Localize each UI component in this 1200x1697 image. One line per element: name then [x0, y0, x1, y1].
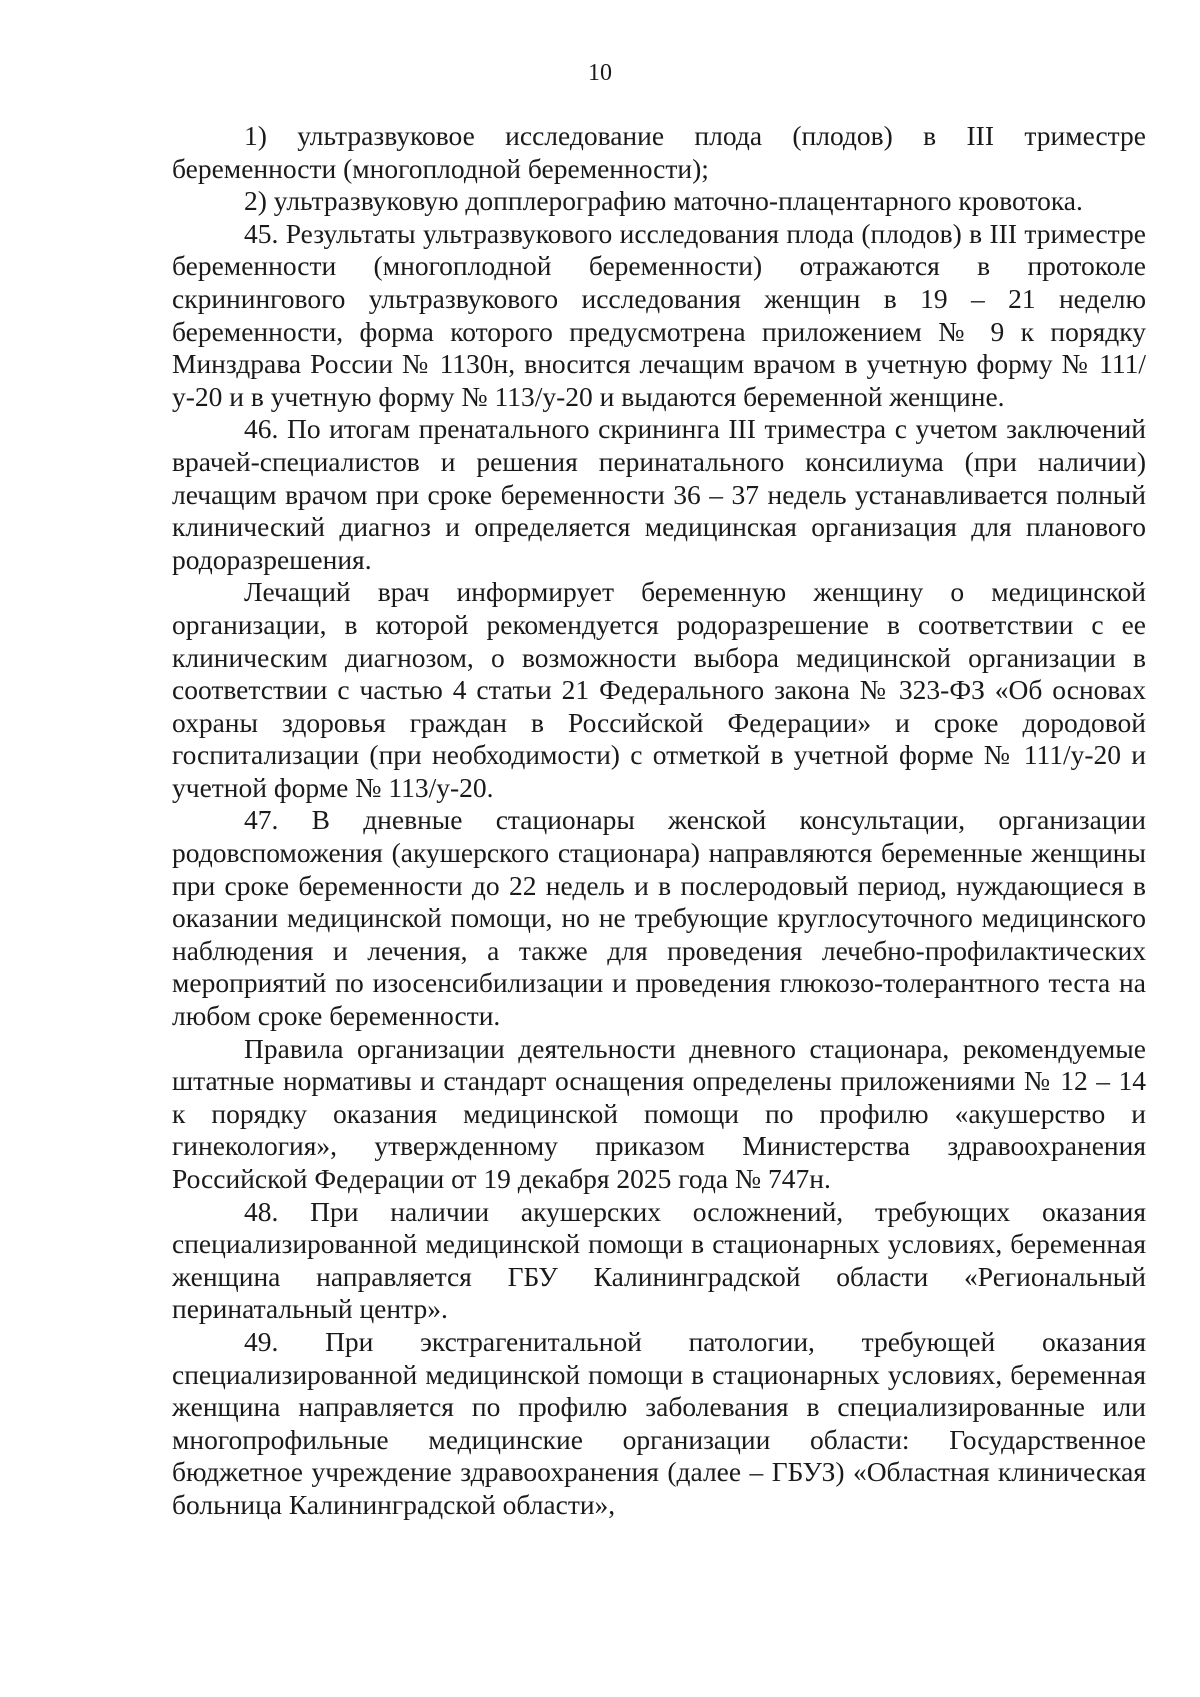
paragraph-48: 48. При наличии акушерских осложнений, требующих оказания специализированной медицинской помощи в стационарных условиях, беременная женщина направляется ГБУ Калининградской области «Региональный перинатальный центр». [172, 1195, 1146, 1325]
paragraph-47: 47. В дневные стационары женской консультации, организации родовспоможения (акушерского стационара) направляются беременные женщины при сроке беременности до 22 недель и в послеродовый период, нуждающиеся в оказании медицинской помощи, но не требующие круглосуточного медицинского наблюдения и лечения, а также для проведения лечебно-профилактических мероприятий по изосенсибилизации и проведения глюкозо-толерантного теста на любом сроке беременности. [172, 804, 1146, 1032]
document-body [172, 120, 1146, 1522]
page-number: 10 [588, 60, 612, 86]
paragraph-item-2: 2) ультразвуковую допплерографию маточно-плацентарного кровотока. [244, 185, 1083, 217]
paragraph-item-1: 1) ультразвуковое исследование плода (плодов) в III триместре беременности (многоплодной беременности); [172, 120, 1146, 184]
paragraph-46-continued: Лечащий врач информирует беременную женщину о медицинской организации, в которой рекомендуется родоразрешение в соответствии с ее клиническим диагнозом, о возможности выбора медицинской организации в соответствии с частью 4 статьи 21 Федерального закона № 323-ФЗ «Об основах охраны здоровья граждан в Российской Федерации» и сроке дородовой госпитализации (при необходимости) с отметкой в учетной форме № 111/у-20 и учетной форме № 113/у-20. [172, 576, 1146, 803]
paragraph-49: 49. При экстрагенитальной патологии, требующей оказания специализированной медицинской помощи в стационарных условиях, беременная женщина направляется по профилю заболевания в специализированные или многопрофильные медицинские организации области: Государственное бюджетное учреждение здравоохранения (далее – ГБУЗ) «Областная клиническая больница Калининградской области», [172, 1325, 1146, 1520]
paragraph-46: 46. По итогам пренатального скрининга III триместра с учетом заключений врачей-специалистов и решения перинатального консилиума (при наличии) лечащим врачом при сроке беременности 36 – 37 недель устанавливается полный клинический диагноз и определяется медицинская организация для планового родоразрешения. [172, 413, 1146, 575]
paragraph-45: 45. Результаты ультразвукового исследования плода (плодов) в III триместре беременности (многоплодной беременности) отражаются в протоколе скринингового ультразвукового исследования женщин в 19 – 21 неделю беременности, форма которого предусмотрена приложением № 9 к порядку Минздрава России № 1130н, вносится лечащим врачом в учетную форму № 111/у-20 и в учетную форму № 113/у-20 и выдаются беременной женщине. [172, 217, 1146, 412]
paragraph-47-continued: Правила организации деятельности дневного стационара, рекомендуемые штатные нормативы и стандарт оснащения определены приложениями № 12 – 14 к порядку оказания медицинской помощи по профилю «акушерство и гинекология», утвержденному приказом Министерства здравоохранения Российской Федерации от 19 декабря 2025 года № 747н. [172, 1032, 1146, 1194]
